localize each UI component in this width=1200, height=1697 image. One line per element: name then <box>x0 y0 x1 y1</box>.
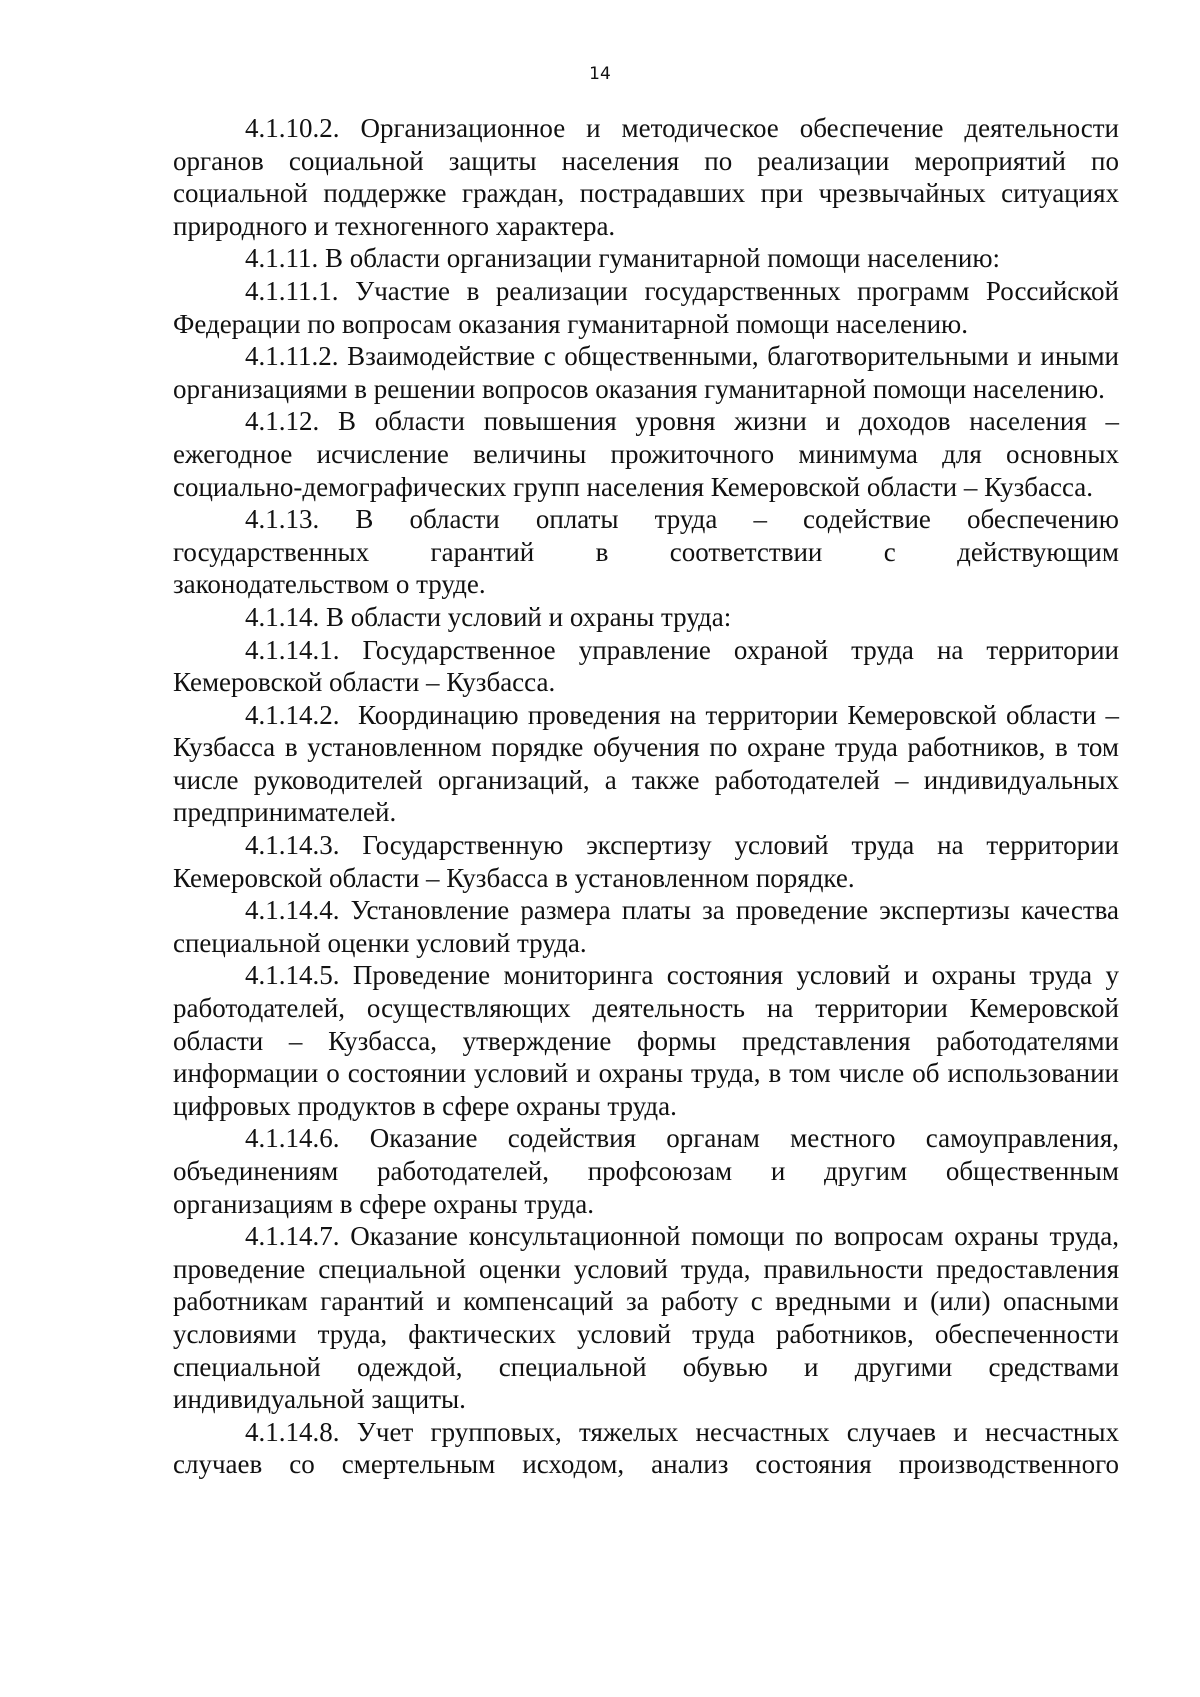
paragraph-4-1-14-6: 4.1.14.6. Оказание содействия органам местного самоуправления, объединениям работодателей, профсоюзам и другим общественным организациям в сфере охраны труда. <box>173 1123 1119 1219</box>
paragraph-4-1-14-4: 4.1.14.4. Установление размера платы за проведение экспертизы качества специальной оценки условий труда. <box>173 895 1119 958</box>
paragraph-4-1-13-line-2 <box>173 536 1119 569</box>
paragraph-4-1-13-line-3: законодательством о труде. <box>173 569 486 600</box>
word: обеспечению <box>966 504 1119 535</box>
paragraph-4-1-11-1: 4.1.11.1. Участие в реализации государственных программ Российской Федерации по вопросам оказания гуманитарной помощи населению. <box>173 275 1119 339</box>
word: труда <box>654 504 718 535</box>
paragraph-4-1-12: 4.1.12. В области повышения уровня жизни и доходов населения – ежегодное исчисление величины прожиточного минимума для основных социально-демографических групп населения Кемеровской области – Кузбасса. <box>173 406 1119 502</box>
paragraph-4-1-14: 4.1.14. В области условий и охраны труда: <box>245 601 732 632</box>
word: с <box>883 536 896 567</box>
paragraph-4-1-14-2: 4.1.14.2. Координацию проведения на территории Кемеровской области – Кузбасса в установленном порядке обучения по охране труда работников, в том числе руководителей организаций, а также работодателей – индивидуальных предпринимателей. <box>173 699 1126 828</box>
paragraph-4-1-13-line-1 <box>173 503 1119 536</box>
word: в <box>595 536 609 567</box>
word: содействие <box>803 504 931 535</box>
paragraph-4-1-11: 4.1.11. В области организации гуманитарной помощи населению: <box>245 243 1000 274</box>
document-body <box>173 112 1126 1481</box>
word: действующим <box>957 536 1119 567</box>
word: соответствии <box>669 536 823 567</box>
paragraph-4-1-14-3: 4.1.14.3. Государственную экспертизу условий труда на территории Кемеровской области – Кузбасса в установленном порядке. <box>173 830 1119 893</box>
word: оплаты <box>535 504 619 535</box>
word: 4.1.13. <box>245 504 320 535</box>
paragraph-4-1-14-5: 4.1.14.5. Проведение мониторинга состояния условий и охраны труда у работодателей, осуществляющих деятельность на территории Кемеровской области – Кузбасса, утверждение формы представления работодателями информации о состоянии условий и охраны труда, в том числе об использовании цифровых продуктов в сфере охраны труда. <box>173 960 1119 1121</box>
paragraph-4-1-14-7: 4.1.14.7. Оказание консультационной помощи по вопросам охраны труда, проведение специальной оценки условий труда, правильности предоставления работникам гарантий и компенсаций за работу с вредными и (или) опасными условиями труда, фактических условий труда работников, обеспеченности специальной одеждой, специальной обувью и другими средствами индивидуальной защиты. <box>173 1221 1119 1415</box>
word: государственных <box>173 536 370 567</box>
paragraph-4-1-11-2: 4.1.11.2. Взаимодействие с общественными, благотворительными и иными организациями в решении вопросов оказания гуманитарной помощи населению. <box>173 341 1119 404</box>
word: В <box>355 504 374 535</box>
paragraph-4-1-10-2: 4.1.10.2. Организационное и методическое обеспечение деятельности органов социальной защиты населения по реализации мероприятий по социальной поддержке граждан, пострадавших при чрезвычайных ситуациях природного и техногенного характера. <box>173 113 1119 241</box>
paragraph-4-1-14-8: 4.1.14.8. Учет групповых, тяжелых несчастных случаев и несчастных случаев со смертельным исходом, анализ состояния производственного <box>173 1416 1119 1480</box>
page-number: 14 <box>589 64 611 84</box>
paragraph-4-1-13 <box>173 503 1119 601</box>
word: области <box>409 504 500 535</box>
word: – <box>753 504 767 535</box>
word: гарантий <box>430 536 535 567</box>
paragraph-4-1-14-1: 4.1.14.1. Государственное управление охраной труда на территории Кемеровской области – Кузбасса. <box>173 634 1119 698</box>
